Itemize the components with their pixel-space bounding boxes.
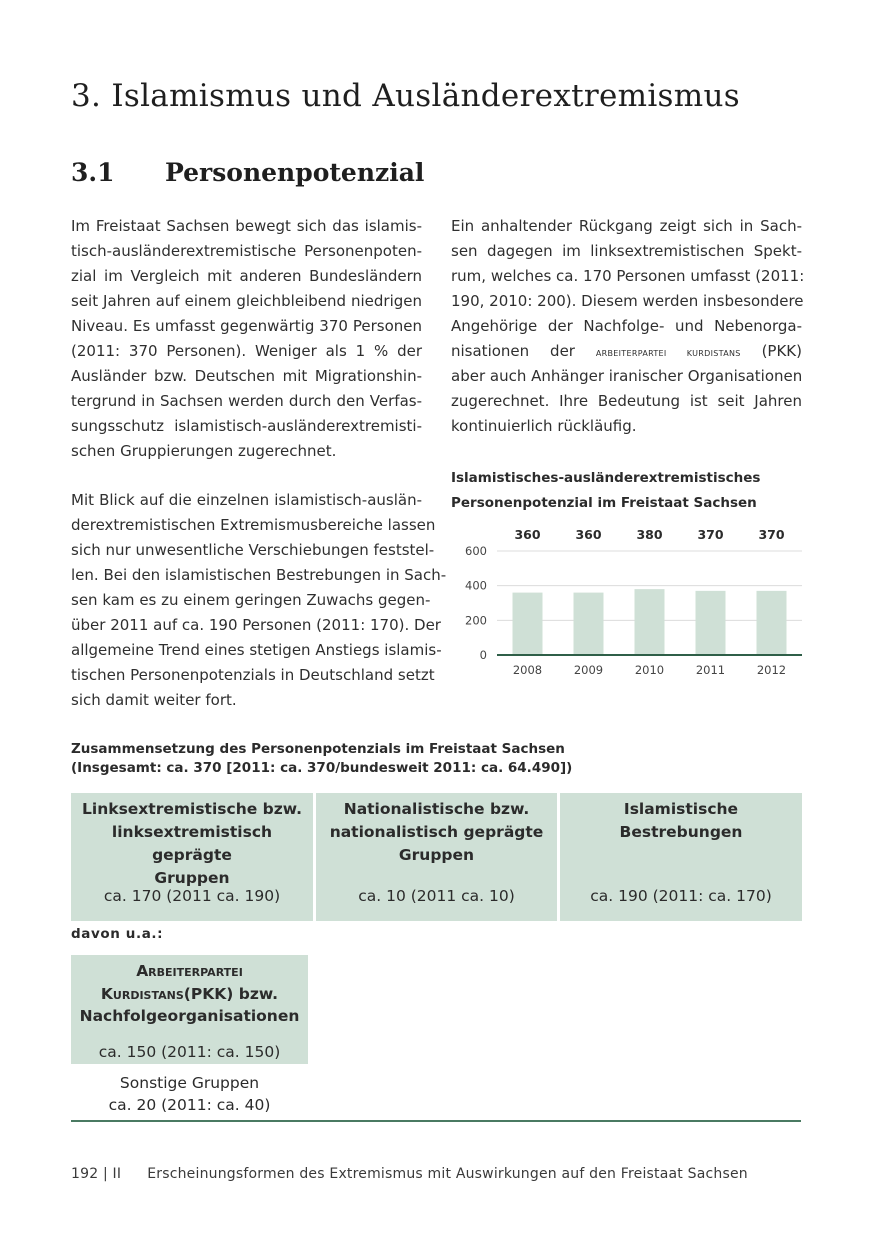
heading-line: Islamistische (623, 800, 739, 818)
other-groups-value: ca. 20 (2011: ca. 40) (108, 1096, 271, 1114)
text-line: (2011: 370 Personen). Weniger als 1 % der (71, 342, 422, 360)
group-box-heading (316, 793, 557, 867)
y-tick-label: 0 (479, 648, 487, 662)
y-tick-label: 600 (465, 544, 487, 558)
group-box-left-extremist (71, 793, 313, 921)
composition-title-line: Zusammensetzung des Personenpotenzials im Freistaat Sachsen (71, 741, 565, 757)
group-box-islamist (560, 793, 802, 921)
page-number: 192 | II (71, 1166, 122, 1182)
heading-line: linksextremistisch geprägte (111, 823, 273, 864)
text-line: schen Gruppierungen zugerechnet. (71, 442, 337, 460)
group-box-nationalist (316, 793, 557, 921)
text-line: tergrund in Sachsen werden durch den Verfas- (71, 392, 422, 410)
pkk-heading (71, 955, 308, 1028)
group-box-value: ca. 190 (2011: ca. 170) (590, 887, 772, 905)
text-line: kontinuierlich rückläufig. (451, 417, 637, 435)
text-line: seit Jahren auf einem gleichbleibend niedrigen (71, 292, 422, 310)
text-line: Niveau. Es umfasst gegenwärtig 370 Personen (71, 317, 422, 335)
chart-title (451, 466, 760, 516)
bar (696, 591, 726, 655)
text-line: zial im Vergleich mit anderen Bundesländern (71, 267, 422, 285)
heading-line: nationalistisch geprägte (329, 823, 544, 841)
text-line: tisch-ausländerextremistische Personenpoten- (71, 242, 422, 260)
text-line: zugerechnet. Ihre Bedeutung ist seit Jahren (451, 392, 802, 410)
other-groups (71, 1072, 308, 1116)
left-column-paragraph-2 (71, 488, 447, 713)
text-line: sich nur unwesentliche Verschiebungen feststel- (71, 541, 435, 559)
bar (757, 591, 787, 655)
heading-line: Gruppen (398, 846, 475, 864)
y-tick-label: 200 (465, 613, 487, 628)
text-line: aber auch Anhänger iranischer Organisationen (451, 367, 803, 385)
heading-line: Bestrebungen (619, 823, 743, 841)
bar-chart (451, 522, 803, 687)
group-box-value: ca. 170 (2011 ca. 190) (103, 887, 281, 905)
text-line: Ausländer bzw. Deutschen mit Migrationshin- (71, 367, 422, 385)
text-line: rum, welches ca. 170 Personen umfasst (2011: (451, 267, 805, 285)
left-column-paragraph-1 (71, 214, 422, 464)
x-tick-label: 2009 (573, 663, 604, 677)
chart-title-line: Personenpotenzial im Freistaat Sachsen (451, 495, 757, 511)
text-line: Angehörige der Nachfolge- und Nebenorga- (451, 317, 802, 335)
text-line: len. Bei den islamistischen Bestrebungen in Sach- (71, 566, 447, 584)
text-line: sen kam es zu einem geringen Zuwachs gegen- (71, 591, 431, 609)
text-line: 190, 2010: 200). Diesem werden insbesondere (451, 292, 804, 310)
chapter-heading: 3. Islamismus und Ausländerextremismus (71, 78, 740, 114)
heading-line: Linksextremistische bzw. (82, 800, 302, 818)
text-line: Im Freistaat Sachsen bewegt sich das islamis- (71, 217, 422, 235)
pkk-box (71, 955, 308, 1064)
text-line: Mit Blick auf die einzelnen islamistisch-auslän- (71, 491, 422, 509)
group-box-value: ca. 10 (2011 ca. 10) (358, 887, 515, 905)
composition-title-line: (Insgesamt: ca. 370 [2011: ca. 370/bundesweit 2011: ca. 64.490]) (71, 760, 573, 776)
group-box-heading (71, 793, 313, 890)
x-tick-label: 2012 (756, 663, 787, 677)
x-tick-label: 2010 (634, 663, 665, 677)
text-line: sen dagegen im linksextremistischen Spekt- (451, 242, 802, 260)
heading-line: Kurdistans (100, 984, 184, 1003)
data-label: 380 (636, 527, 663, 542)
x-tick-label: 2011 (695, 663, 726, 677)
heading-line: Arbeiterpartei (136, 962, 243, 980)
text-line (451, 339, 802, 364)
divider-rule (71, 1120, 801, 1122)
text-line: Ein anhaltender Rückgang zeigt sich in Sach- (451, 217, 802, 235)
bar (635, 589, 665, 655)
data-label: 370 (758, 527, 785, 542)
heading-line: Nationalistische bzw. (343, 800, 530, 818)
x-tick-label: 2008 (512, 663, 543, 677)
text-line: tischen Personenpotenzials in Deutschland setzt (71, 666, 435, 684)
right-column-paragraph (451, 214, 805, 439)
text-line: über 2011 auf ca. 190 Personen (2011: 170). Der (71, 616, 441, 634)
text-line: sich damit weiter fort. (71, 691, 237, 709)
data-label: 360 (575, 527, 602, 542)
text-line: sungsschutz islamistisch-ausländerextremisti- (71, 417, 422, 435)
composition-title (71, 740, 572, 778)
page-footer (71, 1166, 748, 1182)
text-line: allgemeine Trend eines stetigen Anstiegs islamis- (71, 641, 442, 659)
chart-title-line: Islamistisches-ausländerextremistisches (451, 470, 761, 486)
section-title: Personenpotenzial (165, 158, 425, 187)
heading-line: Gruppen (154, 869, 230, 887)
footer-text: Erscheinungsformen des Extremismus mit Auswirkungen auf den Freistaat Sachsen (147, 1166, 748, 1182)
pkk-value: ca. 150 (2011: ca. 150) (98, 1042, 281, 1061)
text-fragment: (PKK) (761, 342, 802, 360)
heading-line: (PKK) bzw. (183, 984, 279, 1003)
bar (574, 593, 604, 655)
section-number: 3.1 (71, 158, 115, 187)
heading-line: Nachfolgeorganisationen (79, 1007, 300, 1025)
bar (513, 593, 543, 655)
data-label: 370 (697, 527, 724, 542)
text-line: derextremistischen Extremismusbereiche lassen (71, 516, 436, 534)
other-groups-label: Sonstige Gruppen (119, 1074, 260, 1092)
organisation-name: arbeiterpartei kurdistans (595, 345, 741, 359)
y-tick-label: 400 (465, 578, 487, 593)
group-box-heading (560, 793, 802, 844)
text-fragment: nisationen der (451, 342, 575, 360)
davon-label: davon u.a.: (71, 926, 164, 942)
data-label: 360 (514, 527, 541, 542)
